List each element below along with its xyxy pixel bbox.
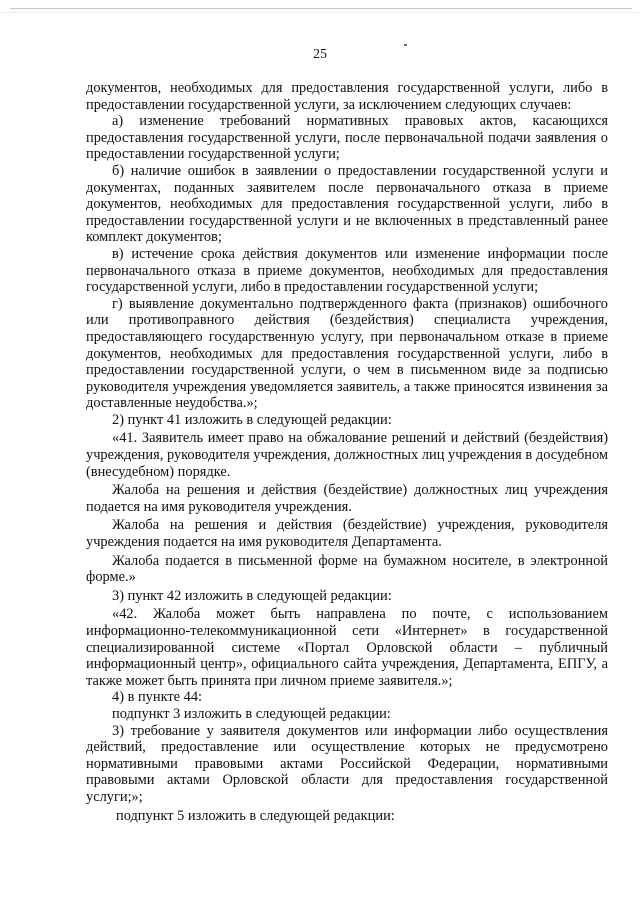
- paragraph-amendment-2: 2) пункт 41 изложить в следующей редакции:: [112, 411, 392, 428]
- paragraph-continuation: документов, необходимых для предоставления государственной услуги, либо в предоставлении государственной услуги, за исключением следующих случаев:: [86, 80, 608, 113]
- paragraph-complaint-officials: Жалоба на решения и действия (бездействие) должностных лиц учреждения подается на имя руководителя учреждения.: [86, 482, 608, 515]
- paragraph-clause-41: «41. Заявитель имеет право на обжалование решений и действий (бездействия) учреждения, руководителя учреждения, должностных лиц учреждения в досудебном (внесудебном) порядке.: [86, 430, 608, 480]
- paragraph-subclause-5-intro: подпункт 5 изложить в следующей редакции:: [116, 807, 395, 824]
- scan-edge-line: [10, 8, 632, 9]
- paragraph-complaint-form: Жалоба подается в письменной форме на бумажном носителе, в электронной форме.»: [86, 552, 608, 586]
- paragraph-clause-42: «42. Жалоба может быть направлена по почте, с использованием информационно-телекоммуникационной сети «Интернет» в государственной специализированной системе «Портал Орловской области – публичный информационный центр», официального сайта учреждения, Департамента, ЕПГУ, а также может быть принята при личном приеме заявителя.»;: [86, 606, 608, 689]
- paragraph-amendment-4: 4) в пункте 44:: [112, 689, 203, 706]
- paragraph-amendment-3: 3) пункт 42 изложить в следующей редакции:: [112, 587, 392, 604]
- paragraph-subclause-3-intro: подпункт 3 изложить в следующей редакции:: [112, 705, 391, 722]
- paragraph-subclause-3-text: 3) требование у заявителя документов или информации либо осуществления действий, предоставление или осуществление которых не предусмотрено нормативными правовыми актами Российской Федерации, нормативными правовыми актами Орловской области для предоставления государственной услуги;»;: [86, 722, 608, 805]
- paragraph-item-v: в) истечение срока действия документов или изменение информации после первоначального отказа в приеме документов, необходимых для предоставления государственной услуги, либо в предоставлении государственной услуги;: [86, 245, 608, 296]
- paragraph-item-g: г) выявление документально подтвержденного факта (признаков) ошибочного или противоправного действия (бездействия) специалиста учреждения, предоставляющего государственную услугу, при первоначальном отказе в приеме документов, необходимых для предоставления государственной услуги, либо в предоставлении государственной услуги, о чем в письменном виде за подписью руководителя учреждения уведомляется заявитель, а также приносятся извинения за доставленные неудобства.»;: [86, 295, 608, 412]
- scan-edge-line-faint: [0, 12, 640, 13]
- document-body: [86, 80, 608, 824]
- page-number: 25: [313, 47, 327, 62]
- scan-speck: [404, 44, 407, 46]
- paragraph-complaint-institution: Жалоба на решения и действия (бездействие) учреждения, руководителя учреждения подается на имя руководителя Департамента.: [86, 517, 608, 551]
- paragraph-item-b: б) наличие ошибок в заявлении о предоставлении государственной услуги и документах, поданных заявителем после первоначального отказа в приеме документов, необходимых для предоставления государственной услуги, либо в предоставлении государственной услуги и не включенных в представленный ранее комплект документов;: [86, 162, 608, 246]
- paragraph-item-a: а) изменение требований нормативных правовых актов, касающихся предоставления государственной услуги, после первоначальной подачи заявления о предоставлении государственной услуги;: [86, 113, 608, 163]
